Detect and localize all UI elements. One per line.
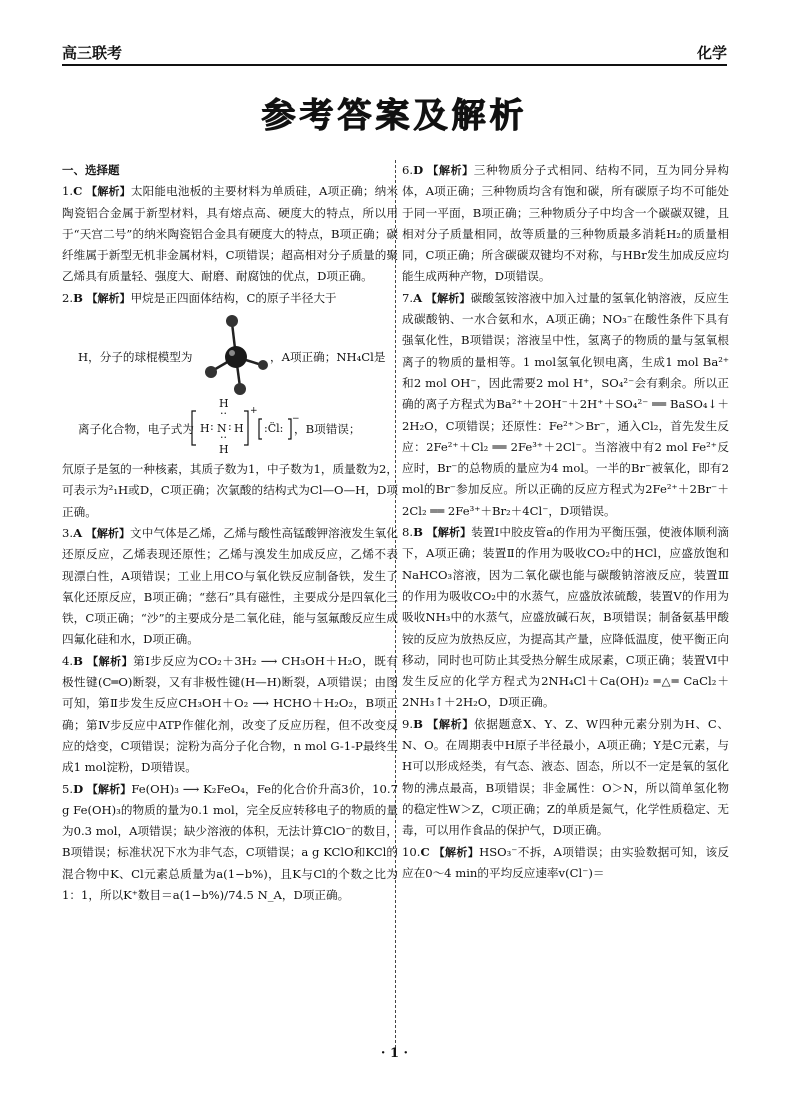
item-answer: C xyxy=(420,844,430,859)
item-number: 4. xyxy=(62,653,74,668)
svg-text:H: H xyxy=(200,422,210,436)
answer-item-5 xyxy=(62,779,398,907)
item-text: ，B项错误； xyxy=(294,422,361,437)
item-answer: A xyxy=(73,525,83,540)
item-answer: A xyxy=(413,290,423,305)
svg-text:H: H xyxy=(219,443,229,457)
page-header xyxy=(62,40,727,64)
item-number: 8. xyxy=(402,525,414,540)
item-text: ，A项正确；NH₄Cl是 xyxy=(270,350,386,365)
item-number: 5. xyxy=(62,781,74,796)
svg-text:+: + xyxy=(250,406,258,417)
answer-item-10 xyxy=(402,842,729,885)
analysis-tag: 【解析】 xyxy=(86,291,131,305)
header-rule xyxy=(62,64,727,66)
item-number: 10. xyxy=(402,844,421,859)
item-text: 依据题意X、Y、Z、W四种元素分别为H、C、N、O。在周期表中H原子半径最小，A项正确；Y是C元素，与H可以形成烃类，有气态、液态、固态，所以不一定是氧的氢化物的沸点最高，B项错误；非金属性：O＞N，所以简单氢化物的稳定性W＞Z，C项正确；Z的单质是氮气，化学性质稳定、无毒，可以用作食品的保护气，D项正确。 xyxy=(402,716,729,838)
item-answer: D xyxy=(73,781,84,796)
item-number: 6. xyxy=(402,163,414,177)
svg-text::C̈l:: :C̈l: xyxy=(264,422,284,436)
svg-text::: : xyxy=(228,420,232,434)
left-column xyxy=(62,160,398,906)
analysis-tag: 【解析】 xyxy=(427,717,475,731)
analysis-tag: 【解析】 xyxy=(425,291,471,305)
item-text: HSO₃⁻不拆，A项错误；由实验数据可知，该反应在0～4 min的平均反应速率v(Cl⁻)＝ xyxy=(402,844,730,880)
item-answer: B xyxy=(413,525,423,540)
item-text: 甲烷是正四面体结构，C的原子半径大于 xyxy=(130,290,337,305)
item-answer: C xyxy=(73,184,83,199)
answer-item-4 xyxy=(62,651,398,779)
answer-item-8 xyxy=(402,522,729,714)
answer-item-9 xyxy=(402,714,729,842)
right-column xyxy=(402,160,729,884)
item-number: 1. xyxy=(62,184,74,199)
page-number: · 1 · xyxy=(380,1046,409,1061)
item-number: 9. xyxy=(402,716,414,731)
item-answer: B xyxy=(73,290,83,305)
analysis-tag: 【解析】 xyxy=(433,845,480,859)
item-text: Fe(OH)₃ ⟶ K₂FeO₄，Fe的化合价升高3价，10.7 g Fe(OH)₃的物质的量为0.1 mol，完全反应转移电子的物质的量为0.3 mol，A项错误；缺少溶液的体积，无法计算ClO⁻的数目，B项错误；标准状况下水为非气态，C项错误；a g KClO和KCl的混合物中K、Cl元素总质量为a(1−b%)，且K与Cl的个数之比为1：1，所以K⁺数目＝a(1−b%)/74.5 N_A，D项正确。 xyxy=(62,781,398,903)
ball-stick-model-row xyxy=(62,309,398,397)
header-subject: 化学 xyxy=(696,44,727,62)
item-text: 离子化合物，电子式为 xyxy=(78,422,194,437)
answer-item-3 xyxy=(62,523,398,651)
svg-text:N: N xyxy=(217,422,227,436)
item-text: 第Ⅰ步反应为CO₂＋3H₂ ⟶ CH₃OH＋H₂O，既有极性键(C═O)断裂，又有非极性键(H—H)断裂，A项错误；由图可知，第Ⅱ步发生反应CH₃OH＋O₂ ⟶ HCHO＋H₂O₂，B项正确；第Ⅳ步反应中ATP作催化剂，改变了反应历程，但不改变反应的焓变，C项错误；淀粉为高分子化合物，n mol G-1-P最终生成1 mol淀粉，D项错误。 xyxy=(62,653,399,775)
item-answer: B xyxy=(73,653,83,668)
svg-text:H: H xyxy=(219,397,229,411)
answer-item-2 xyxy=(62,288,398,523)
item-number: 7. xyxy=(402,290,414,305)
item-text: 太阳能电池板的主要材料为单质硅，A项正确；纳米陶瓷铝合金属于新型材料，具有熔点高、硬度大的特点，所以用于“天宫二号”的纳米陶瓷铝合金具有硬度大的特点，B项正确；碳纤维属于新型无机非金属材料，C项错误；超高相对分子质量的聚乙烯具有质量轻、强度大、耐磨、耐腐蚀的优点，D项正确。 xyxy=(62,184,399,284)
electron-formula-row xyxy=(62,397,398,459)
svg-text:··: ·· xyxy=(220,431,227,445)
analysis-tag: 【解析】 xyxy=(85,526,131,540)
answer-item-7 xyxy=(402,288,729,522)
analysis-tag: 【解析】 xyxy=(87,654,134,668)
header-exam-name: 高三联考 xyxy=(62,44,123,62)
page-title: 参考答案及解析 xyxy=(261,96,528,136)
svg-text:H: H xyxy=(234,422,244,436)
analysis-tag: 【解析】 xyxy=(86,185,131,199)
item-text: 碳酸氢铵溶液中加入过量的氢氧化钠溶液，反应生成碳酸钠、一水合氨和水，A项正确；NO₃⁻在酸性条件下具有强氧化性，B项错误；溶液呈中性，氢离子的物质的量与氢氧根离子的物质的量相等。1 mol氢氧化钡电离，生成1 mol Ba²⁺和2 mol OH⁻，因此需要2 mol H⁺，SO₄²⁻会有剩余。所以正确的离子方程式为Ba²⁺＋2OH⁻＋2H⁺＋SO₄²⁻ ══ BaSO₄↓＋2H₂O，C项错误；还原性：Fe²⁺＞Br⁻，通入Cl₂，首先发生反应：2Fe²⁺＋Cl₂ ══ 2Fe³⁺＋2Cl⁻。当溶液中有2 mol Fe²⁺反应时，Br⁻的总物质的量应为4 mol。一半的Br⁻被氧化，即有2 mol的Br⁻参加反应。所以正确的反应方程式为2Fe²⁺＋2Br⁻＋2Cl₂ ══ 2Fe³⁺＋Br₂＋4Cl⁻，D项错误。 xyxy=(402,290,730,518)
item-text: H，分子的球棍模型为 xyxy=(78,350,193,365)
methane-ball-stick-icon xyxy=(202,309,272,397)
item-text: 文中气体是乙烯，乙烯与酸性高锰酸钾溶液发生氧化还原反应，乙烯表现还原性；乙烯与溴发生加成反应，乙烯不表现漂白性，A项错误；工业上用CO与氧化铁反应制备铁，发生了氧化还原反应，B项正确；“慈石”具有磁性，主要成分是四氧化三铁，C项正确；“沙”的主要成分是二氧化硅，能与氢氟酸反应生成四氟化硅和水，D项正确。 xyxy=(62,525,398,647)
item-number: 3. xyxy=(62,525,74,540)
item-text: 三种物质分子式相同、结构不同，互为同分异构体，A项正确；三种物质均含有饱和碳，所有碳原子均不可能处于同一平面，B项正确；三种物质分子中均含一个碳碳双键，且相对分子质量相同，故等质量的三种物质最多消耗H₂的质量相同，C项正确；所含碳碳双键均不对称，与HBr发生加成反应均能生成两种产物，D项错误。 xyxy=(402,163,729,284)
section-title: 一、选择题 xyxy=(62,163,120,177)
analysis-tag: 【解析】 xyxy=(426,526,472,540)
item-number: 2. xyxy=(62,290,74,305)
analysis-tag: 【解析】 xyxy=(427,164,474,177)
item-text: 氘原子是氢的一种核素，其质子数为1，中子数为1，质量数为2，可表示为²₁H或D，C项正确；次氯酸的结构式为Cl—O—H，D项正确。 xyxy=(62,462,398,519)
svg-text::: : xyxy=(210,420,214,434)
answer-item-1 xyxy=(62,181,398,287)
svg-text:−: − xyxy=(292,414,300,425)
svg-text:··: ·· xyxy=(220,407,227,421)
answer-item-6 xyxy=(402,160,729,288)
analysis-tag: 【解析】 xyxy=(86,782,132,796)
item-text: 装置Ⅰ中胶皮管a的作用为平衡压强，使液体顺利滴下，A项正确；装置Ⅱ的作用为吸收CO₂中的HCl，应盛放饱和NaHCO₃溶液，因为二氧化碳也能与碳酸钠溶液反应，装置Ⅲ的作用为吸收CO₂中的水蒸气，应盛放浓硫酸，装置Ⅴ的作用为吸收NH₃中的水蒸气，应盛放碱石灰，B项错误；制备氨基甲酸铵的反应为放热反应，为提高其产量，应降低温度，使平衡正向移动，同时也可防止其受热分解生成尿素，C项正确；装置Ⅵ中发生反应的化学方程式为2NH₄Cl＋Ca(OH)₂ ═△═ CaCl₂＋2NH₃↑＋2H₂O，D项正确。 xyxy=(402,525,730,710)
item-answer: B xyxy=(413,716,423,731)
item-answer: D xyxy=(413,163,424,177)
